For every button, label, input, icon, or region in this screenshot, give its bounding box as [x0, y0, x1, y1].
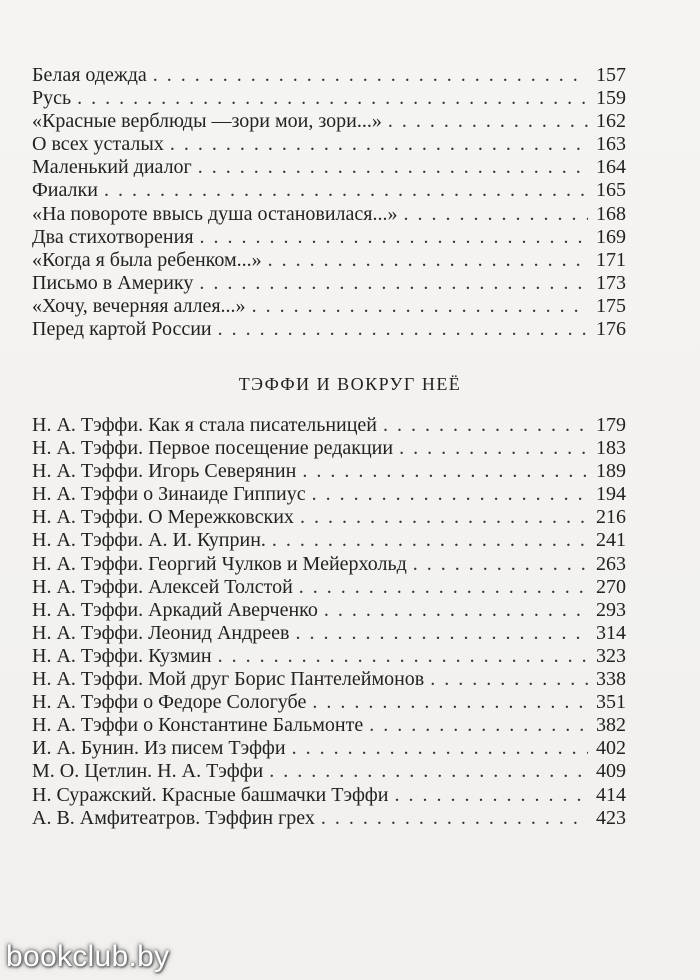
toc-entry-page: 414	[596, 783, 626, 806]
toc-entry	[32, 179, 626, 202]
dot-leader	[300, 506, 588, 529]
dot-leader	[170, 133, 588, 156]
toc-entry-page: 173	[596, 271, 626, 294]
toc-entry-title: Белая одежда	[32, 64, 147, 86]
toc-entry	[32, 668, 626, 691]
toc-entry-page: 382	[596, 714, 626, 737]
toc-entry-page: 169	[596, 225, 626, 248]
toc-entry	[32, 760, 626, 783]
toc-entry-title: Н. А. Тэффи. Леонид Андреев	[32, 621, 290, 644]
dot-leader	[369, 714, 588, 737]
toc-entry-page: 189	[596, 460, 626, 483]
toc-entry-title: Н. А. Тэффи. А. И. Куприн.	[32, 529, 266, 552]
toc-entry-page: 162	[596, 110, 626, 133]
dot-leader	[199, 272, 588, 295]
toc-entry-title: «На повороте ввысь душа остановилася...»	[32, 202, 398, 225]
dot-leader	[430, 668, 588, 691]
toc-entry	[32, 529, 626, 552]
dot-leader	[77, 87, 588, 110]
dot-leader	[218, 645, 588, 668]
toc-list-teffi-and-around	[32, 414, 626, 830]
dot-leader	[292, 737, 588, 760]
toc-entry	[32, 599, 626, 622]
dot-leader	[302, 460, 588, 483]
dot-leader	[295, 622, 588, 645]
toc-entry	[32, 133, 626, 156]
toc-entry-page: 216	[596, 506, 626, 529]
toc-entry-title: Н. А. Тэффи. О Мережковских	[32, 506, 294, 529]
toc-entry	[32, 87, 626, 110]
toc-entry-title: «Когда я была ребенком...»	[32, 248, 262, 271]
toc-entry	[32, 807, 626, 830]
toc-entry	[32, 645, 626, 668]
dot-leader	[104, 179, 588, 202]
toc-entry-page: 179	[596, 414, 626, 436]
dot-leader	[321, 807, 588, 830]
dot-leader	[388, 110, 588, 133]
toc-entry-title: Н. А. Тэффи. Кузмин	[32, 644, 212, 667]
toc-entry-page: 175	[596, 294, 626, 317]
toc-entry-page: 163	[596, 133, 626, 156]
toc-entry-page: 314	[596, 621, 626, 644]
toc-entry	[32, 506, 626, 529]
toc-entry-page: 159	[596, 87, 626, 110]
dot-leader	[268, 249, 588, 272]
toc-entry-page: 323	[596, 644, 626, 667]
toc-entry	[32, 295, 626, 318]
toc-entry	[32, 622, 626, 645]
toc-entry-title: Н. А. Тэффи. Алексей Толстой	[32, 575, 293, 598]
toc-entry-title: Н. А. Тэффи. Георгий Чулков и Мейерхольд	[32, 552, 407, 575]
toc-entry-page: 409	[596, 760, 626, 783]
section-heading: ТЭФФИ И ВОКРУГ НЕЁ	[238, 374, 462, 394]
toc-entry-page: 423	[596, 806, 626, 829]
toc-entry-page: 270	[596, 575, 626, 598]
dot-leader	[198, 156, 588, 179]
dot-leader	[324, 599, 588, 622]
dot-leader	[153, 64, 588, 87]
toc-entry	[32, 249, 626, 272]
dot-leader	[394, 784, 588, 807]
toc-entry-title: «Красные верблюды —зори мои, зори...»	[32, 110, 382, 133]
toc-entry	[32, 691, 626, 714]
toc-entry	[32, 318, 626, 341]
toc-entry	[32, 110, 626, 133]
toc-entry-page: 164	[596, 156, 626, 179]
toc-entry-page: 338	[596, 668, 626, 691]
toc-entry	[32, 272, 626, 295]
toc-entry-page: 293	[596, 598, 626, 621]
toc-entry	[32, 226, 626, 249]
dot-leader	[312, 691, 588, 714]
toc-list-poems	[32, 64, 626, 341]
toc-entry-page: 168	[596, 202, 626, 225]
dot-leader	[252, 295, 588, 318]
dot-leader	[403, 203, 588, 226]
dot-leader	[269, 760, 588, 783]
toc-entry-title: Н. А. Тэффи. Игорь Северянин	[32, 460, 297, 483]
dot-leader	[399, 437, 588, 460]
toc-entry-title: Н. А. Тэффи. Первое посещение редакции	[32, 437, 394, 460]
toc-entry	[32, 437, 626, 460]
toc-entry-title: «Хочу, вечерняя аллея...»	[32, 294, 246, 317]
toc-entry	[32, 784, 626, 807]
dot-leader	[312, 483, 588, 506]
toc-entry-title: Н. А. Тэффи. Аркадий Аверченко	[32, 598, 318, 621]
toc-entry-title: Н. А. Тэффи о Константине Бальмонте	[32, 714, 364, 737]
toc-entry-title: Два стихотворения	[32, 225, 194, 248]
toc-entry-page: 183	[596, 437, 626, 460]
toc-entry-title: И. А. Бунин. Из писем Тэффи	[32, 737, 286, 760]
toc-entry	[32, 737, 626, 760]
toc-entry-page: 176	[596, 318, 626, 341]
dot-leader	[413, 553, 588, 576]
dot-leader	[299, 576, 588, 599]
toc-entry-title: Письмо в Америку	[32, 271, 194, 294]
toc-entry-page: 157	[596, 64, 626, 86]
toc-entry-title: О всех усталых	[32, 133, 164, 156]
toc-entry-page: 241	[596, 529, 626, 552]
watermark-logo: bookclub.by	[6, 940, 170, 973]
dot-leader	[383, 414, 588, 437]
toc-entry-page: 194	[596, 483, 626, 506]
toc-entry-title: А. В. Амфитеатров. Тэффин грех	[32, 806, 315, 829]
toc-entry	[32, 156, 626, 179]
toc-entry-page: 402	[596, 737, 626, 760]
toc-entry-page: 165	[596, 179, 626, 202]
toc-entry	[32, 414, 626, 437]
toc-entry-title: Русь	[32, 87, 72, 110]
toc-entry	[32, 460, 626, 483]
toc-entry	[32, 64, 626, 87]
dot-leader	[200, 226, 588, 249]
toc-entry	[32, 203, 626, 226]
toc-entry	[32, 576, 626, 599]
toc-entry-title: Н. А. Тэффи о Федоре Сологубе	[32, 691, 307, 714]
toc-entry-page: 351	[596, 691, 626, 714]
dot-leader	[218, 318, 588, 341]
toc-entry-title: Фиалки	[32, 179, 98, 202]
toc-entry-title: Н. Суражский. Красные башмачки Тэффи	[32, 783, 389, 806]
toc-entry-title: Н. А. Тэффи. Как я стала писательницей	[32, 414, 378, 436]
toc-entry-page: 171	[596, 248, 626, 271]
dot-leader	[272, 529, 588, 552]
toc-entry-page: 263	[596, 552, 626, 575]
toc-entry-title: Н. А. Тэффи. Мой друг Борис Пантелеймонов	[32, 668, 425, 691]
toc-entry-title: Перед картой России	[32, 318, 212, 341]
toc-entry-title: Маленький диалог	[32, 156, 192, 179]
toc-entry	[32, 553, 626, 576]
toc-entry	[32, 714, 626, 737]
toc-entry	[32, 483, 626, 506]
toc-entry-title: Н. А. Тэффи о Зинаиде Гиппиус	[32, 483, 306, 506]
toc-entry-title: М. О. Цетлин. Н. А. Тэффи	[32, 760, 264, 783]
